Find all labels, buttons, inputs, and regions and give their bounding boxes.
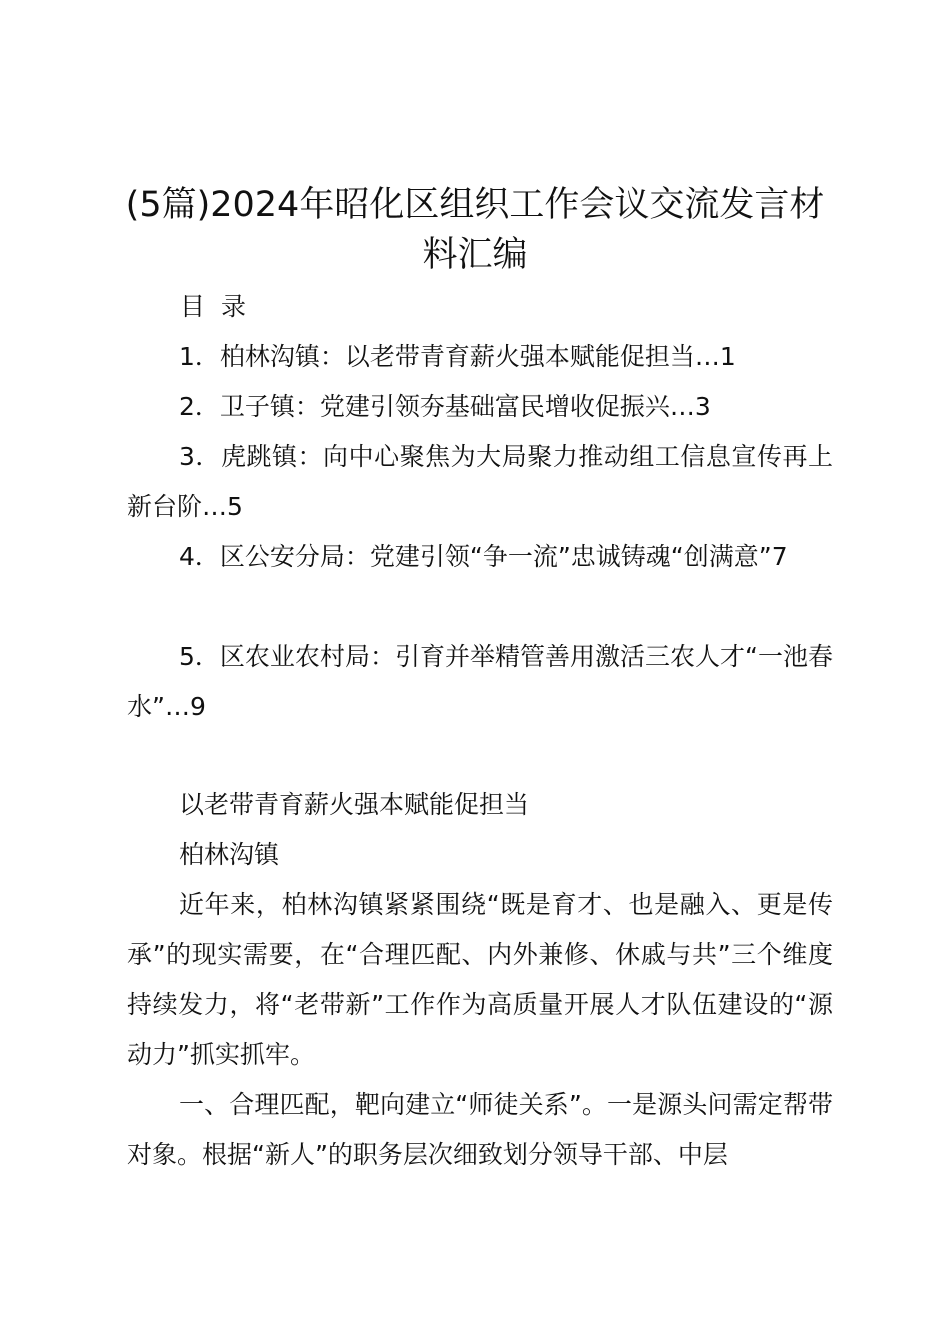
article-title: 以老带青育薪火强本赋能促担当 <box>179 790 530 819</box>
article-author: 柏林沟镇 <box>179 840 280 869</box>
toc-item-1: 1．柏林沟镇：以老带青育薪火强本赋能促担当…1 <box>179 342 736 371</box>
document-title: (5篇)2024年昭化区组织工作会议交流发言材料汇编 <box>125 185 825 275</box>
toc-item-2: 2．卫子镇：党建引领夯基础富民增收促振兴…3 <box>179 392 711 421</box>
article-paragraph-2: 一、合理匹配，靶向建立“师徒关系”。一是源头问需定帮带对象。根据“新人”的职务层次细致划分领导干部、中层 <box>127 1090 833 1169</box>
toc-item-5: 5．区农业农村局：引育并举精管善用激活三农人才“一池春水”…9 <box>127 642 833 721</box>
toc-heading: 目 录 <box>180 292 250 321</box>
toc-item-3: 3．虎跳镇：向中心聚焦为大局聚力推动组工信息宣传再上新台阶…5 <box>127 442 833 521</box>
article-paragraph-1: 近年来，柏林沟镇紧紧围绕“既是育才、也是融入、更是传承”的现实需要，在“合理匹配、内外兼修、休戚与共”三个维度持续发力，将“老带新”工作作为高质量开展人才队伍建设的“源动力”抓实抓牢。 <box>127 890 833 1069</box>
toc-item-4: 4．区公安分局：党建引领“争一流”忠诚铸魂“创满意”7 <box>179 542 788 571</box>
